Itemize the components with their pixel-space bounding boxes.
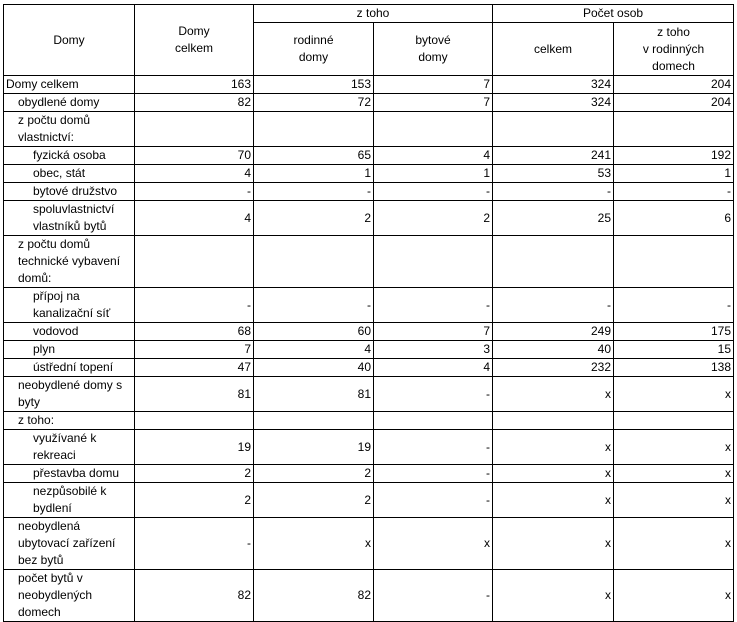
table-row — [4, 483, 734, 518]
row-label: obec, stát — [4, 165, 135, 183]
table-row — [4, 412, 734, 430]
row-value: 4 — [135, 165, 254, 183]
row-value: x — [614, 430, 734, 465]
table-row — [4, 183, 734, 201]
row-value: x — [614, 377, 734, 412]
header-z-toho: z toho — [254, 5, 493, 23]
header-rodinne-domy: rodinné domy — [254, 23, 374, 76]
row-value: - — [493, 288, 614, 323]
row-value: 4 — [135, 201, 254, 236]
row-value: x — [493, 465, 614, 483]
row-value: 2 — [374, 201, 493, 236]
row-value: 19 — [254, 430, 374, 465]
row-value: x — [493, 483, 614, 518]
row-value: 7 — [374, 76, 493, 94]
row-label: ústřední topení — [4, 359, 135, 377]
row-value — [614, 112, 734, 147]
row-value — [493, 236, 614, 288]
row-label: z počtu domů vlastnictví: — [4, 112, 135, 147]
row-value: x — [254, 518, 374, 570]
row-label: Domy celkem — [4, 76, 135, 94]
row-value: 192 — [614, 147, 734, 165]
row-value: - — [374, 430, 493, 465]
row-value — [135, 412, 254, 430]
row-value: 81 — [135, 377, 254, 412]
row-label: z počtu domů technické vybavení domů: — [4, 236, 135, 288]
row-value: 138 — [614, 359, 734, 377]
row-value: 2 — [254, 483, 374, 518]
row-value: 72 — [254, 94, 374, 112]
row-value: 65 — [254, 147, 374, 165]
row-value: 175 — [614, 323, 734, 341]
row-value — [374, 112, 493, 147]
row-value: 241 — [493, 147, 614, 165]
row-value: x — [374, 518, 493, 570]
header-pocet-osob: Počet osob — [493, 5, 734, 23]
header-osob-celkem: celkem — [493, 23, 614, 76]
table-row — [4, 377, 734, 412]
row-label: z toho: — [4, 412, 135, 430]
row-value: - — [374, 570, 493, 622]
row-value: 1 — [374, 165, 493, 183]
row-value: x — [614, 483, 734, 518]
row-value: - — [614, 288, 734, 323]
row-value: 70 — [135, 147, 254, 165]
row-value: - — [374, 465, 493, 483]
row-value: 7 — [374, 94, 493, 112]
row-value: - — [135, 183, 254, 201]
row-value: x — [614, 570, 734, 622]
row-value: x — [493, 570, 614, 622]
row-value: 40 — [493, 341, 614, 359]
row-value: 2 — [135, 483, 254, 518]
table-row — [4, 147, 734, 165]
row-label: neobydlené domy s byty — [4, 377, 135, 412]
row-label: fyzická osoba — [4, 147, 135, 165]
row-value: x — [493, 377, 614, 412]
row-value: 163 — [135, 76, 254, 94]
row-label: přípoj na kanalizační síť — [4, 288, 135, 323]
row-value: - — [374, 377, 493, 412]
row-value: - — [374, 183, 493, 201]
header-domy-celkem: Domy celkem — [135, 5, 254, 76]
row-value — [135, 236, 254, 288]
row-value: 81 — [254, 377, 374, 412]
row-value: - — [374, 288, 493, 323]
row-label: plyn — [4, 341, 135, 359]
row-value: x — [493, 430, 614, 465]
table-row — [4, 94, 734, 112]
table-row — [4, 288, 734, 323]
table-row — [4, 323, 734, 341]
row-value — [493, 112, 614, 147]
row-value: x — [614, 465, 734, 483]
row-label: neobydlená ubytovací zařízení bez bytů — [4, 518, 135, 570]
row-label: nezpůsobilé k bydlení — [4, 483, 135, 518]
row-value: 204 — [614, 76, 734, 94]
row-value: - — [135, 518, 254, 570]
row-value: 53 — [493, 165, 614, 183]
header-bytove-domy: bytové domy — [374, 23, 493, 76]
table-row — [4, 518, 734, 570]
row-value: 2 — [254, 201, 374, 236]
table-row — [4, 76, 734, 94]
row-value: 324 — [493, 76, 614, 94]
row-label: obydlené domy — [4, 94, 135, 112]
row-value: 153 — [254, 76, 374, 94]
table-row — [4, 165, 734, 183]
row-value: 2 — [254, 465, 374, 483]
row-label: počet bytů v neobydlených domech — [4, 570, 135, 622]
row-value: 4 — [254, 341, 374, 359]
table-row — [4, 236, 734, 288]
row-value: - — [614, 183, 734, 201]
housing-statistics-table — [3, 4, 734, 622]
row-value — [135, 112, 254, 147]
row-value: 82 — [135, 94, 254, 112]
row-value — [374, 412, 493, 430]
row-value: 19 — [135, 430, 254, 465]
table-row — [4, 465, 734, 483]
row-value: 4 — [374, 359, 493, 377]
row-value: - — [135, 288, 254, 323]
row-value: 15 — [614, 341, 734, 359]
row-value — [614, 236, 734, 288]
row-label: využívané k rekreaci — [4, 430, 135, 465]
table-row — [4, 112, 734, 147]
row-value: 204 — [614, 94, 734, 112]
row-value — [614, 412, 734, 430]
row-value: 7 — [135, 341, 254, 359]
row-label: bytové družstvo — [4, 183, 135, 201]
row-value — [254, 412, 374, 430]
row-value: 249 — [493, 323, 614, 341]
row-value: x — [614, 518, 734, 570]
row-label: spoluvlastnictví vlastníků bytů — [4, 201, 135, 236]
row-value — [254, 112, 374, 147]
table-row — [4, 430, 734, 465]
row-value: - — [254, 183, 374, 201]
row-value: 47 — [135, 359, 254, 377]
table-row — [4, 359, 734, 377]
header-domy: Domy — [4, 5, 135, 76]
row-value: 232 — [493, 359, 614, 377]
row-value: 60 — [254, 323, 374, 341]
row-value: 7 — [374, 323, 493, 341]
row-value: x — [493, 518, 614, 570]
row-value: - — [254, 288, 374, 323]
row-value: 25 — [493, 201, 614, 236]
row-value: - — [374, 483, 493, 518]
table-row — [4, 570, 734, 622]
row-value: 2 — [135, 465, 254, 483]
row-value: 324 — [493, 94, 614, 112]
row-value: 3 — [374, 341, 493, 359]
row-value: 1 — [614, 165, 734, 183]
row-value: 68 — [135, 323, 254, 341]
row-value: 82 — [254, 570, 374, 622]
row-value: 82 — [135, 570, 254, 622]
row-value — [493, 412, 614, 430]
row-value — [374, 236, 493, 288]
row-value: 4 — [374, 147, 493, 165]
table-body — [4, 76, 734, 622]
table-row — [4, 341, 734, 359]
table-row — [4, 201, 734, 236]
row-value: 6 — [614, 201, 734, 236]
row-value: 1 — [254, 165, 374, 183]
row-value: - — [493, 183, 614, 201]
header-z-toho-rodinnych: z toho v rodinných domech — [614, 23, 734, 76]
row-value: 40 — [254, 359, 374, 377]
row-label: přestavba domu — [4, 465, 135, 483]
row-label: vodovod — [4, 323, 135, 341]
row-value — [254, 236, 374, 288]
